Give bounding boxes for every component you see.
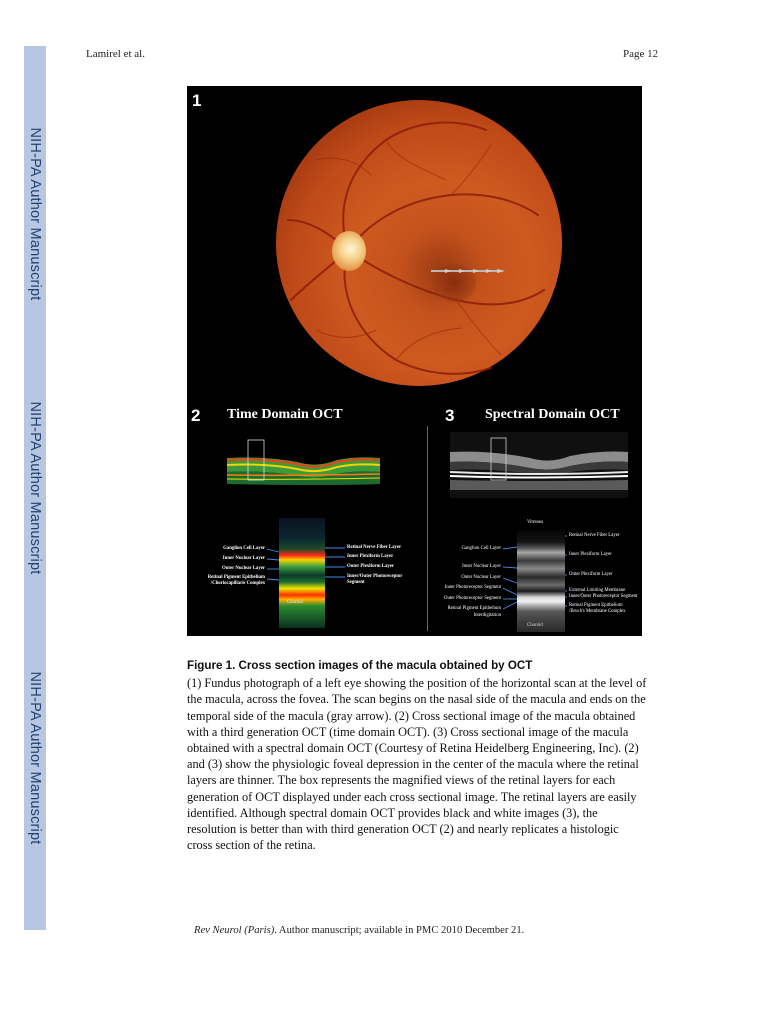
sd-label-ipl: Inner Plexiform Layer — [569, 552, 612, 557]
panel-1-number: 1 — [192, 91, 202, 110]
sd-label-opl: Outer Plexiform Layer — [569, 572, 613, 577]
td-label-photoreceptor: Inner/Outer Photoreceptor — [347, 574, 403, 579]
panel-3-number: 3 — [445, 406, 455, 425]
page-footer — [194, 925, 524, 936]
sd-vitreous-label: Vitreous — [527, 520, 544, 525]
panel-2-number: 2 — [191, 406, 201, 425]
td-label-ganglion: Ganglion Cell Layer — [223, 546, 265, 551]
sd-label-rpe: Retinal Pigment Epithelium — [447, 606, 501, 611]
sd-label-elm: External Limiting Membrane — [569, 588, 626, 593]
figure-1 — [187, 86, 642, 636]
footer-journal: Rev Neurol (Paris) — [194, 925, 275, 936]
sd-label-inner-nuclear: Inner Nuclear Layer — [462, 564, 501, 569]
td-label-ipl: Inner Plexiform Layer — [347, 554, 394, 559]
sd-label-ganglion: Ganglion Cell Layer — [461, 546, 501, 551]
running-header-page: Page 12 — [623, 48, 659, 60]
sd-label-bruch-cont: /Bruch's Membrane Complex — [569, 609, 626, 614]
label-pointer-lines — [187, 86, 642, 636]
sd-label-outer-segment: Outer Photoreceptor Segment — [443, 596, 501, 601]
td-label-inner-nuclear: Inner Nuclear Layer — [222, 556, 265, 561]
td-choroid-label: Choroid — [287, 600, 303, 605]
sd-choroid-label: Choroid — [527, 623, 543, 628]
panel-3-title: Spectral Domain OCT — [485, 407, 620, 422]
td-label-outer-nuclear: Outer Nuclear Layer — [222, 566, 265, 571]
figure-caption — [187, 658, 647, 853]
footer-availability: . Author manuscript; available in PMC 2010 December 21. — [274, 925, 525, 936]
td-label-opl: Outer Plexiform Layer — [347, 564, 395, 569]
panel-2-title: Time Domain OCT — [227, 407, 343, 422]
td-label-photoreceptor-cont: Segment — [347, 580, 365, 585]
sd-label-outer-nuclear: Outer Nuclear Layer — [461, 575, 501, 580]
caption-title: Figure 1. Cross section images of the macula obtained by OCT — [187, 659, 533, 672]
caption-body: (1) Fundus photograph of a left eye showing the position of the horizontal scan at the level of the macula, across the fovea. The scan begins on the nasal side of the macula and ends on the temporal side of the macula (gray arrow). (2) Cross sectional image of the macula obtained with a third generation OCT (time domain OCT). (3) Cross sectional image of the macula obtained with a spectral domain OCT (Courtesy of Retina Heidelberg Engineering, Inc). (2) and (3) show the physiologic foveal depression in the center of the macula where the retinal layers are thinner. The box represents the magnified views of the retinal layers for each generation of OCT displayed under each cross sectional image. The retinal layers are easily identified. Although spectral domain OCT provides black and white images (3), the resolution is better than with third generation OCT (2) and nearly replicates a histologic cross section of the retina. — [187, 676, 647, 853]
running-header-authors: Lamirel et al. — [86, 48, 145, 60]
td-label-rpe: Retinal Pigment Epithelium — [207, 575, 265, 580]
sd-label-rpe-bruch: Retinal Pigment Epithelium — [569, 603, 623, 608]
sd-label-photoreceptor: Inner/Outer Photoreceptor Segment — [569, 594, 638, 599]
sd-label-interdigitation: Interdigitation — [473, 613, 501, 618]
sd-label-rnfl: Retinal Nerve Fiber Layer — [569, 533, 620, 538]
sd-label-inner-segment: Inner Photoreceptor Segment — [444, 585, 501, 590]
td-label-rpe-cont: /Choriocapillaris Complex — [210, 581, 265, 586]
manuscript-sidebar: NIH-PA Author Manuscript NIH-PA Author Manuscript NIH-PA Author Manuscript — [24, 46, 46, 930]
td-label-rnfl: Retinal Nerve Fiber Layer — [347, 545, 402, 550]
